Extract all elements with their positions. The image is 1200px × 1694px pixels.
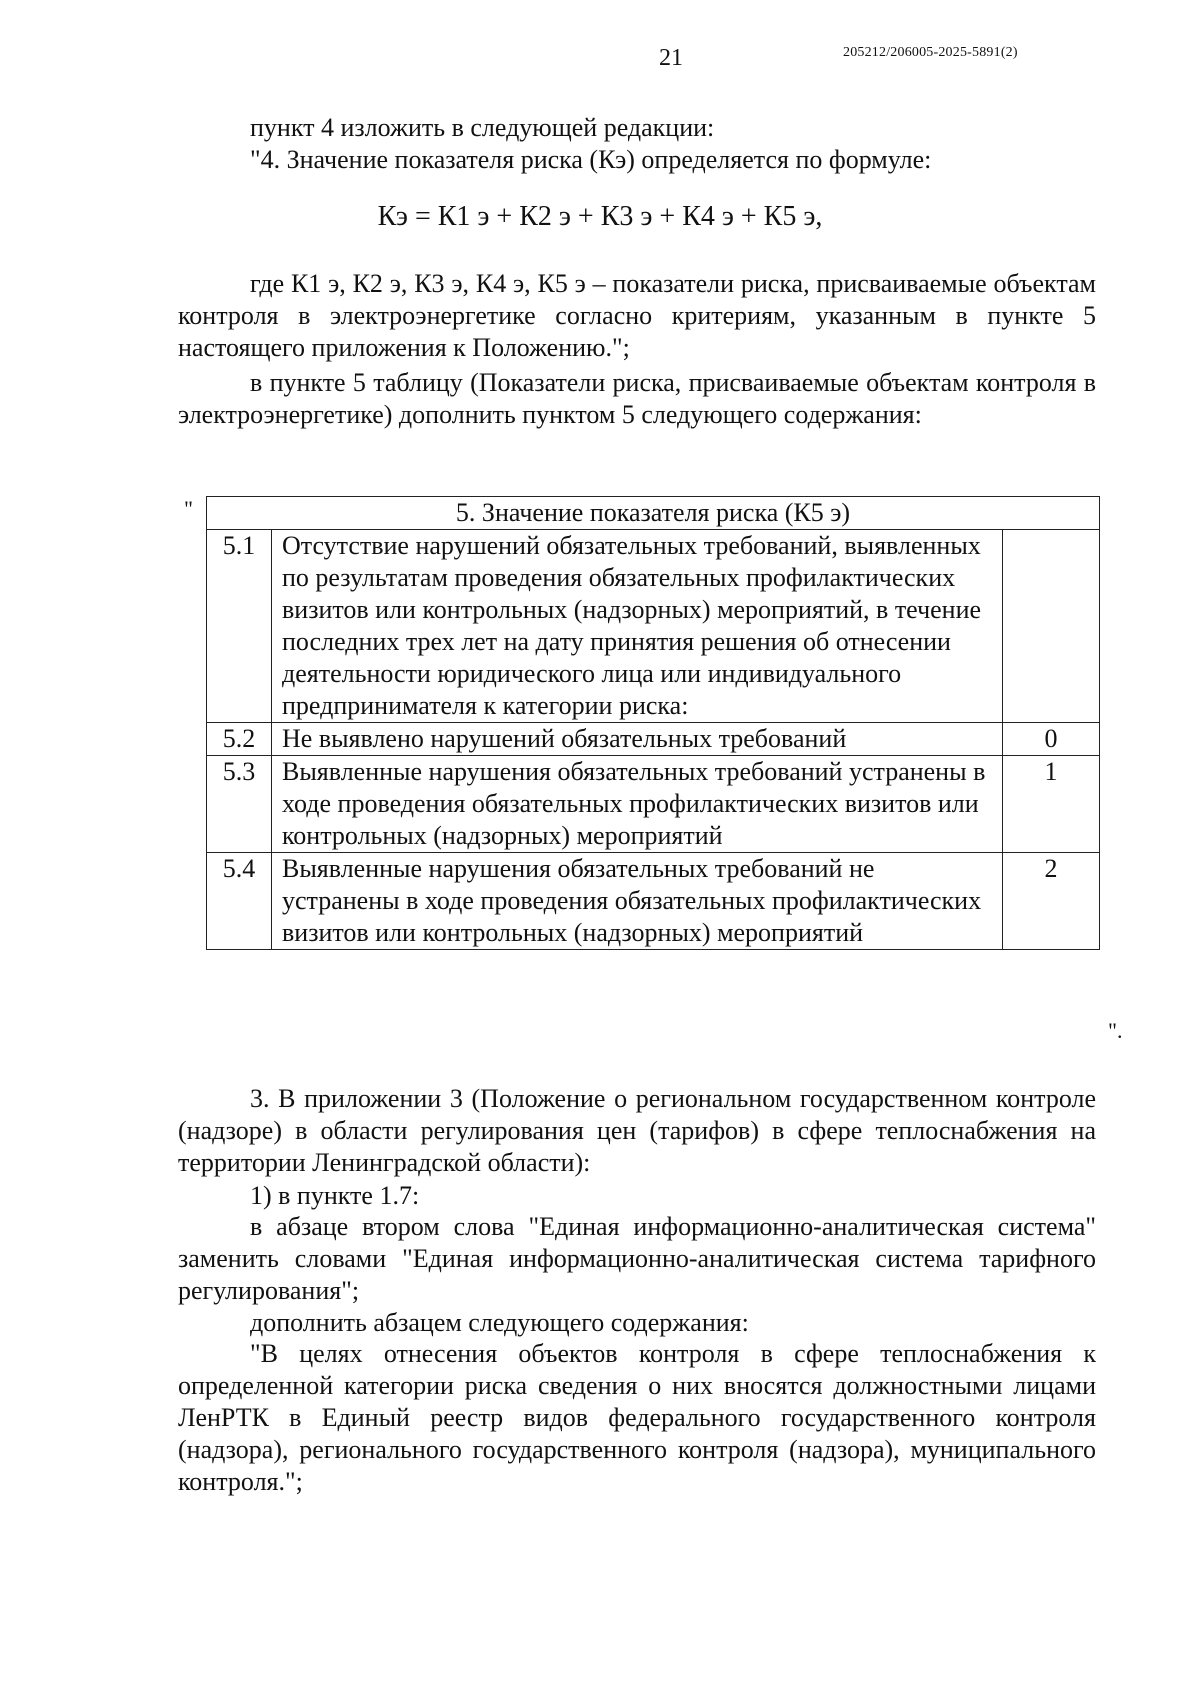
table-header-row <box>207 497 1100 530</box>
row-value: 2 <box>1003 853 1100 950</box>
table-header-cell: 5. Значение показателя риска (К5 э) <box>207 497 1100 530</box>
table-row <box>207 530 1100 723</box>
row-value: 1 <box>1003 756 1100 853</box>
table-open-quote: " <box>184 496 193 521</box>
paragraph-9: "В целях отнесения объектов контроля в сфере теплоснабжения к определенной категории риска сведения о них вносятся должностными лицами ЛенРТК в Единый реестр видов федерального государственного контроля (надзора), регионального государственного контроля (надзора), муниципального контроля."; <box>178 1339 1096 1496</box>
paragraph-3: где К1 э, К2 э, К3 э, К4 э, К5 э – показатели риска, присваиваемые объектам контроля в электроэнергетике согласно критериям, указанным в пункте 5 настоящего приложения к Положению."; <box>178 269 1096 362</box>
table-row <box>207 853 1100 950</box>
row-text: Выявленные нарушения обязательных требований не устранены в ходе проведения обязательных профилактических визитов или контрольных (надзорных) мероприятий <box>272 853 1003 950</box>
row-text: Выявленные нарушения обязательных требований устранены в ходе проведения обязательных профилактических визитов или контрольных (надзорных) мероприятий <box>272 756 1003 853</box>
page-number: 21 <box>659 45 683 71</box>
document-id: 205212/206005-2025-5891(2) <box>843 45 1018 60</box>
table-close-quote: ". <box>1108 1018 1123 1043</box>
row-value: 0 <box>1003 723 1100 756</box>
risk-indicator-table <box>206 496 1100 950</box>
row-number: 5.2 <box>207 723 272 756</box>
table-row <box>207 723 1100 756</box>
row-number: 5.4 <box>207 853 272 950</box>
row-number: 5.1 <box>207 530 272 723</box>
paragraph-4: в пункте 5 таблицу (Показатели риска, присваиваемые объектам контроля в электроэнергетике) дополнить пунктом 5 следующего содержания: <box>178 368 1096 429</box>
paragraph-7: в абзаце втором слова "Единая информационно-аналитическая система" заменить словами "Единая информационно-аналитическая система тарифного регулирования"; <box>178 1212 1096 1305</box>
paragraph-5: 3. В приложении 3 (Положение о региональном государственном контроле (надзоре) в области регулирования цен (тарифов) в сфере теплоснабжения на территории Ленинградской области): <box>178 1084 1096 1177</box>
paragraph-8: дополнить абзацем следующего содержания: <box>250 1308 749 1337</box>
formula: Кэ = К1 э + К2 э + К3 э + К4 э + К5 э, <box>377 201 823 232</box>
row-text: Не выявлено нарушений обязательных требований <box>272 723 1003 756</box>
paragraph-6: 1) в пункте 1.7: <box>250 1181 420 1210</box>
row-value <box>1003 530 1100 723</box>
paragraph-1: пункт 4 изложить в следующей редакции: <box>250 113 715 142</box>
row-number: 5.3 <box>207 756 272 853</box>
paragraph-2: "4. Значение показателя риска (Кэ) определяется по формуле: <box>250 145 932 174</box>
table-row <box>207 756 1100 853</box>
row-text: Отсутствие нарушений обязательных требований, выявленных по результатам проведения обязательных профилактических визитов или контрольных (надзорных) мероприятий, в течение последних трех лет на дату принятия решения об отнесении деятельности юридического лица или индивидуального предпринимателя к категории риска: <box>272 530 1003 723</box>
